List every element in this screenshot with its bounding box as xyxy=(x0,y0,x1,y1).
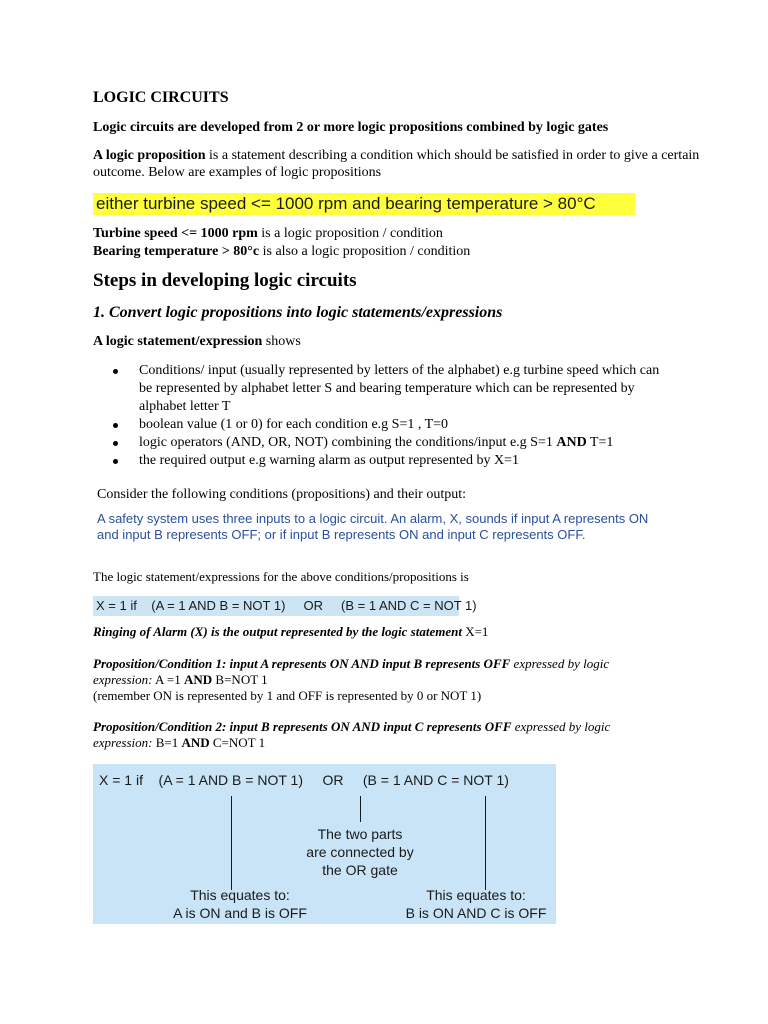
condition-1-title: Proposition/Condition 1: input A represents ON AND input B represents OFF xyxy=(93,656,511,671)
logic-statement-shows xyxy=(93,333,301,350)
logic-statement-rest: shows xyxy=(262,334,301,349)
proposition-text: is a statement describing a condition which should be satisfied in order to give a certain outcome. Below are examples of logic propositions xyxy=(93,148,700,180)
condition-2-title: Proposition/Condition 2: input B represents ON AND input C represents OFF xyxy=(93,719,512,734)
diagram-connector-left xyxy=(231,796,232,890)
ringing-statement xyxy=(93,624,488,640)
steps-heading: Steps in developing logic circuits xyxy=(93,270,357,291)
condition-1-and: AND xyxy=(184,672,213,687)
condition-2 xyxy=(93,719,653,751)
diagram-left-note xyxy=(155,886,325,922)
turbine-bold: Turbine speed <= 1000 rpm xyxy=(93,226,258,241)
diagram-or-note xyxy=(280,825,440,879)
highlighted-example: either turbine speed <= 1000 rpm and bearing temperature > 80°C xyxy=(93,193,635,215)
diagram-right-line: B is ON AND C is OFF xyxy=(405,905,547,921)
turbine-rest: is a logic proposition / condition xyxy=(257,226,443,241)
ringing-rest: X=1 xyxy=(461,624,489,639)
bullet-text: T=1 xyxy=(586,435,614,450)
expression-box: X = 1 if (A = 1 AND B = NOT 1) OR (B = 1 AND C = NOT 1) xyxy=(93,596,459,616)
expression-diagram xyxy=(93,764,556,924)
diagram-connector-middle xyxy=(360,796,361,822)
diagram-expression: X = 1 if (A = 1 AND B = NOT 1) OR (B = 1 AND C = NOT 1) xyxy=(99,772,509,788)
intro-statement: Logic circuits are developed from 2 or more logic propositions combined by logic gates xyxy=(93,120,609,135)
bearing-bold: Bearing temperature > 80°c xyxy=(93,244,260,259)
diagram-left-line: This equates to: xyxy=(190,887,290,903)
bullet-list xyxy=(111,362,671,470)
condition-1-expr-a: A =1 xyxy=(152,672,184,687)
condition-2-expr-b: C=NOT 1 xyxy=(209,735,266,750)
diagram-right-note xyxy=(396,886,556,922)
condition-2-expressed: expressed by logic expression: xyxy=(93,719,611,750)
proposition-definition xyxy=(93,147,703,181)
diagram-right-line: This equates to: xyxy=(426,887,526,903)
condition-1-expressed: expressed by logic expression: xyxy=(93,656,610,687)
page-title: LOGIC CIRCUITS xyxy=(93,89,229,106)
ringing-bold: Ringing of Alarm (X) is the output represented by the logic statement xyxy=(93,624,462,639)
bullet-bold: AND xyxy=(556,435,587,450)
list-item: Conditions/ input (usually represented by letters of the alphabet) e.g turbine speed which can be represented by alphabet letter S and bearing temperature which can be represented by alphabet letter T xyxy=(111,362,671,416)
condition-1-note: (remember ON is represented by 1 and OFF is represented by 0 or NOT 1) xyxy=(93,688,482,703)
diagram-connector-right xyxy=(485,796,486,890)
condition-2-expr-a: B=1 xyxy=(152,735,182,750)
consider-text: Consider the following conditions (propositions) and their output: xyxy=(97,487,467,502)
step1-heading: 1. Convert logic propositions into logic statements/expressions xyxy=(93,304,503,321)
condition-1-expr-b: B=NOT 1 xyxy=(212,672,268,687)
diagram-or-line: the OR gate xyxy=(322,862,398,878)
condition-1 xyxy=(93,656,653,704)
bearing-rest: is also a logic proposition / condition xyxy=(259,244,471,259)
list-item: the required output e.g warning alarm as output represented by X=1 xyxy=(111,452,671,470)
diagram-or-line: are connected by xyxy=(306,844,414,860)
bearing-proposition xyxy=(93,243,470,260)
diagram-left-line: A is ON and B is OFF xyxy=(173,905,307,921)
logic-statement-term: A logic statement/expression xyxy=(93,334,263,349)
condition-2-and: AND xyxy=(181,735,210,750)
bullet-text: logic operators (AND, OR, NOT) combining the conditions/input e.g S=1 xyxy=(139,435,557,450)
turbine-proposition xyxy=(93,225,443,242)
list-item: boolean value (1 or 0) for each condition e.g S=1 , T=0 xyxy=(111,416,671,434)
list-item xyxy=(111,434,671,452)
proposition-term: A logic proposition xyxy=(93,148,206,163)
safety-scenario: A safety system uses three inputs to a logic circuit. An alarm, X, sounds if input A represents ON and input B represents OFF; or if input B represents ON and input C represents OFF. xyxy=(97,511,649,542)
logic-statement-intro: The logic statement/expressions for the above conditions/propositions is xyxy=(93,569,469,584)
diagram-or-line: The two parts xyxy=(317,826,403,842)
